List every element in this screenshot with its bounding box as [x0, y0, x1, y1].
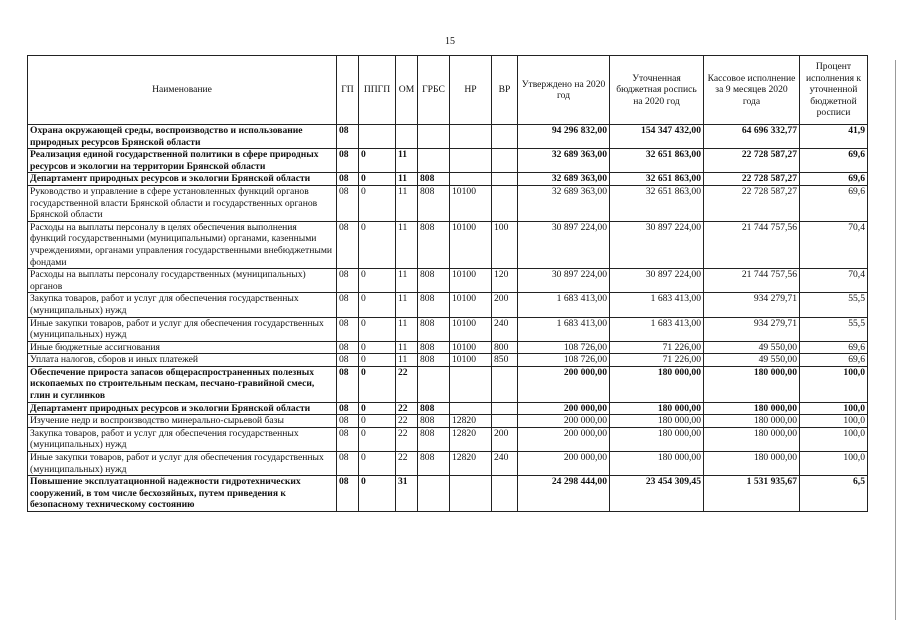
cell-vr [492, 366, 518, 402]
cell-refined: 71 226,00 [610, 354, 704, 367]
table-row [28, 402, 868, 415]
cell-ppgp: 0 [359, 415, 396, 428]
cell-gp: 08 [337, 452, 359, 476]
table-header-row [28, 56, 868, 125]
col-header-grbs: ГРБС [418, 56, 450, 125]
cell-name: Департамент природных ресурсов и экологии Брянской области [28, 402, 337, 415]
cell-refined: 180 000,00 [610, 366, 704, 402]
cell-vr: 100 [492, 221, 518, 268]
cell-name: Охрана окружающей среды, воспроизводство и использование природных ресурсов Брянской области [28, 125, 337, 149]
cell-percent: 69,6 [800, 354, 868, 367]
cell-vr: 200 [492, 427, 518, 451]
cell-percent: 100,0 [800, 427, 868, 451]
cell-approved: 94 296 832,00 [518, 125, 610, 149]
cell-vr: 240 [492, 452, 518, 476]
cell-cash: 22 728 587,27 [704, 185, 800, 221]
cell-vr [492, 185, 518, 221]
cell-percent: 55,5 [800, 317, 868, 341]
table-row [28, 317, 868, 341]
cell-cash: 22 728 587,27 [704, 173, 800, 186]
cell-vr [492, 173, 518, 186]
cell-om: 22 [396, 427, 418, 451]
cell-vr: 200 [492, 293, 518, 317]
cell-percent: 69,6 [800, 173, 868, 186]
cell-cash: 49 550,00 [704, 354, 800, 367]
cell-nr [450, 402, 492, 415]
cell-ppgp [359, 125, 396, 149]
cell-cash: 21 744 757,56 [704, 221, 800, 268]
cell-cash: 180 000,00 [704, 366, 800, 402]
cell-refined: 32 651 863,00 [610, 173, 704, 186]
cell-nr [450, 476, 492, 512]
cell-refined: 32 651 863,00 [610, 185, 704, 221]
cell-gp: 08 [337, 293, 359, 317]
cell-nr [450, 173, 492, 186]
cell-om: 11 [396, 293, 418, 317]
cell-grbs: 808 [418, 173, 450, 186]
cell-om: 11 [396, 269, 418, 293]
cell-grbs [418, 366, 450, 402]
cell-gp: 08 [337, 173, 359, 186]
cell-name: Иные закупки товаров, работ и услуг для обеспечения государственных (муниципальных) нужд [28, 317, 337, 341]
cell-om: 11 [396, 149, 418, 173]
cell-nr: 10100 [450, 221, 492, 268]
cell-grbs: 808 [418, 452, 450, 476]
cell-om: 11 [396, 317, 418, 341]
table-row [28, 269, 868, 293]
cell-approved: 30 897 224,00 [518, 269, 610, 293]
cell-om [396, 125, 418, 149]
cell-ppgp: 0 [359, 221, 396, 268]
cell-grbs: 808 [418, 221, 450, 268]
cell-nr: 10100 [450, 341, 492, 354]
cell-percent: 6,5 [800, 476, 868, 512]
col-header-percent: Процент исполнения к уточненной бюджетной росписи [800, 56, 868, 125]
cell-ppgp: 0 [359, 341, 396, 354]
cell-name: Руководство и управление в сфере установленных функций органов государственной власти Брянской области и государственных органов Брянской области [28, 185, 337, 221]
cell-nr [450, 366, 492, 402]
cell-cash: 22 728 587,27 [704, 149, 800, 173]
cell-gp: 08 [337, 354, 359, 367]
cell-name: Расходы на выплаты персоналу в целях обеспечения выполнения функций государственными (муниципальными) органами, казенными учреждениями, органами управления государственными внебюджетными фондами [28, 221, 337, 268]
cell-approved: 200 000,00 [518, 452, 610, 476]
table-row [28, 293, 868, 317]
cell-om: 11 [396, 354, 418, 367]
cell-nr: 10100 [450, 354, 492, 367]
cell-ppgp: 0 [359, 173, 396, 186]
cell-ppgp: 0 [359, 452, 396, 476]
table-row [28, 366, 868, 402]
cell-name: Повышение эксплуатационной надежности гидротехнических сооружений, в том числе бесхозяйных, путем приведения к безопасному техническому состоянию [28, 476, 337, 512]
cell-percent: 69,6 [800, 149, 868, 173]
cell-vr [492, 149, 518, 173]
cell-name: Обеспечение прироста запасов общераспространенных полезных ископаемых по строительным пескам, песчано-гравийной смеси, глин и суглинков [28, 366, 337, 402]
col-header-name: Наименование [28, 56, 337, 125]
cell-approved: 200 000,00 [518, 402, 610, 415]
cell-refined: 30 897 224,00 [610, 269, 704, 293]
cell-gp: 08 [337, 185, 359, 221]
cell-refined: 30 897 224,00 [610, 221, 704, 268]
cell-grbs: 808 [418, 415, 450, 428]
cell-ppgp: 0 [359, 317, 396, 341]
cell-approved: 1 683 413,00 [518, 317, 610, 341]
cell-refined: 180 000,00 [610, 452, 704, 476]
col-header-gp: ГП [337, 56, 359, 125]
cell-ppgp: 0 [359, 269, 396, 293]
cell-vr [492, 415, 518, 428]
cell-approved: 24 298 444,00 [518, 476, 610, 512]
cell-om: 11 [396, 185, 418, 221]
cell-nr [450, 149, 492, 173]
table-row [28, 185, 868, 221]
col-header-refined: Уточненная бюджетная роспись на 2020 год [610, 56, 704, 125]
cell-name: Реализация единой государственной политики в сфере природных ресурсов и экологии на территории Брянской области [28, 149, 337, 173]
cell-grbs: 808 [418, 293, 450, 317]
cell-refined: 1 683 413,00 [610, 293, 704, 317]
cell-cash: 64 696 332,77 [704, 125, 800, 149]
cell-approved: 200 000,00 [518, 366, 610, 402]
table-row [28, 221, 868, 268]
cell-gp: 08 [337, 125, 359, 149]
table-row [28, 125, 868, 149]
cell-nr: 10100 [450, 293, 492, 317]
table-row [28, 149, 868, 173]
cell-grbs: 808 [418, 427, 450, 451]
cell-refined: 71 226,00 [610, 341, 704, 354]
cell-name: Иные бюджетные ассигнования [28, 341, 337, 354]
cell-approved: 32 689 363,00 [518, 185, 610, 221]
cell-vr: 120 [492, 269, 518, 293]
col-header-ppgp: ППГП [359, 56, 396, 125]
cell-grbs: 808 [418, 185, 450, 221]
cell-refined: 154 347 432,00 [610, 125, 704, 149]
cell-gp: 08 [337, 221, 359, 268]
cell-percent: 70,4 [800, 221, 868, 268]
cell-cash: 934 279,71 [704, 317, 800, 341]
cell-om: 11 [396, 221, 418, 268]
cell-refined: 32 651 863,00 [610, 149, 704, 173]
cell-approved: 200 000,00 [518, 415, 610, 428]
cell-nr: 10100 [450, 317, 492, 341]
cell-grbs: 808 [418, 402, 450, 415]
cell-cash: 180 000,00 [704, 415, 800, 428]
cell-gp: 08 [337, 149, 359, 173]
cell-percent: 55,5 [800, 293, 868, 317]
cell-gp: 08 [337, 476, 359, 512]
col-header-approved: Утверждено на 2020 год [518, 56, 610, 125]
table-row [28, 476, 868, 512]
cell-gp: 08 [337, 317, 359, 341]
cell-ppgp: 0 [359, 354, 396, 367]
col-header-nr: НР [450, 56, 492, 125]
cell-om: 22 [396, 402, 418, 415]
cell-gp: 08 [337, 366, 359, 402]
cell-refined: 23 454 309,45 [610, 476, 704, 512]
cell-name: Уплата налогов, сборов и иных платежей [28, 354, 337, 367]
cell-cash: 180 000,00 [704, 427, 800, 451]
cell-om: 11 [396, 173, 418, 186]
cell-percent: 100,0 [800, 415, 868, 428]
cell-approved: 32 689 363,00 [518, 173, 610, 186]
cell-grbs: 808 [418, 269, 450, 293]
page-number: 15 [445, 36, 455, 47]
cell-gp: 08 [337, 341, 359, 354]
cell-approved: 1 683 413,00 [518, 293, 610, 317]
table-row [28, 173, 868, 186]
cell-percent: 100,0 [800, 366, 868, 402]
cell-gp: 08 [337, 415, 359, 428]
cell-nr: 12820 [450, 427, 492, 451]
cell-name: Закупка товаров, работ и услуг для обеспечения государственных (муниципальных) нужд [28, 427, 337, 451]
cell-approved: 200 000,00 [518, 427, 610, 451]
cell-vr [492, 125, 518, 149]
cell-vr: 850 [492, 354, 518, 367]
cell-grbs: 808 [418, 341, 450, 354]
cell-om: 22 [396, 366, 418, 402]
cell-ppgp: 0 [359, 293, 396, 317]
cell-percent: 69,6 [800, 185, 868, 221]
table-body [28, 125, 868, 512]
cell-ppgp: 0 [359, 149, 396, 173]
cell-vr: 240 [492, 317, 518, 341]
cell-cash: 934 279,71 [704, 293, 800, 317]
cell-approved: 108 726,00 [518, 341, 610, 354]
cell-name: Департамент природных ресурсов и экологии Брянской области [28, 173, 337, 186]
cell-refined: 180 000,00 [610, 427, 704, 451]
cell-grbs [418, 149, 450, 173]
cell-om: 22 [396, 452, 418, 476]
budget-execution-table [27, 55, 868, 512]
cell-nr: 10100 [450, 269, 492, 293]
cell-om: 22 [396, 415, 418, 428]
table-row [28, 415, 868, 428]
cell-cash: 49 550,00 [704, 341, 800, 354]
cell-cash: 180 000,00 [704, 452, 800, 476]
cell-refined: 180 000,00 [610, 415, 704, 428]
cell-vr: 800 [492, 341, 518, 354]
cell-ppgp: 0 [359, 427, 396, 451]
cell-percent: 100,0 [800, 402, 868, 415]
table-row [28, 341, 868, 354]
cell-percent: 69,6 [800, 341, 868, 354]
cell-cash: 180 000,00 [704, 402, 800, 415]
cell-name: Иные закупки товаров, работ и услуг для обеспечения государственных (муниципальных) нужд [28, 452, 337, 476]
cell-grbs [418, 125, 450, 149]
cell-percent: 70,4 [800, 269, 868, 293]
cell-gp: 08 [337, 269, 359, 293]
table-row [28, 354, 868, 367]
table-row [28, 427, 868, 451]
cell-ppgp: 0 [359, 402, 396, 415]
cell-ppgp: 0 [359, 476, 396, 512]
col-header-om: ОМ [396, 56, 418, 125]
cell-gp: 08 [337, 402, 359, 415]
cell-name: Изучение недр и воспроизводство минерально-сырьевой базы [28, 415, 337, 428]
table-row [28, 452, 868, 476]
cell-percent: 41,9 [800, 125, 868, 149]
cell-name: Закупка товаров, работ и услуг для обеспечения государственных (муниципальных) нужд [28, 293, 337, 317]
col-header-vr: ВР [492, 56, 518, 125]
cell-ppgp: 0 [359, 185, 396, 221]
cell-nr: 12820 [450, 452, 492, 476]
cell-nr: 12820 [450, 415, 492, 428]
cell-percent: 100,0 [800, 452, 868, 476]
cell-cash: 21 744 757,56 [704, 269, 800, 293]
cell-grbs: 808 [418, 317, 450, 341]
cell-om: 31 [396, 476, 418, 512]
cell-nr: 10100 [450, 185, 492, 221]
cell-vr [492, 476, 518, 512]
cell-vr [492, 402, 518, 415]
cell-approved: 30 897 224,00 [518, 221, 610, 268]
cell-nr [450, 125, 492, 149]
cell-grbs: 808 [418, 354, 450, 367]
cell-gp: 08 [337, 427, 359, 451]
cell-refined: 1 683 413,00 [610, 317, 704, 341]
cell-om: 11 [396, 341, 418, 354]
cell-refined: 180 000,00 [610, 402, 704, 415]
cell-name: Расходы на выплаты персоналу государственных (муниципальных) органов [28, 269, 337, 293]
cell-approved: 32 689 363,00 [518, 149, 610, 173]
cell-approved: 108 726,00 [518, 354, 610, 367]
page-edge-line [895, 60, 899, 620]
col-header-cash: Кассовое исполнение за 9 месяцев 2020 года [704, 56, 800, 125]
cell-cash: 1 531 935,67 [704, 476, 800, 512]
cell-ppgp: 0 [359, 366, 396, 402]
cell-grbs [418, 476, 450, 512]
